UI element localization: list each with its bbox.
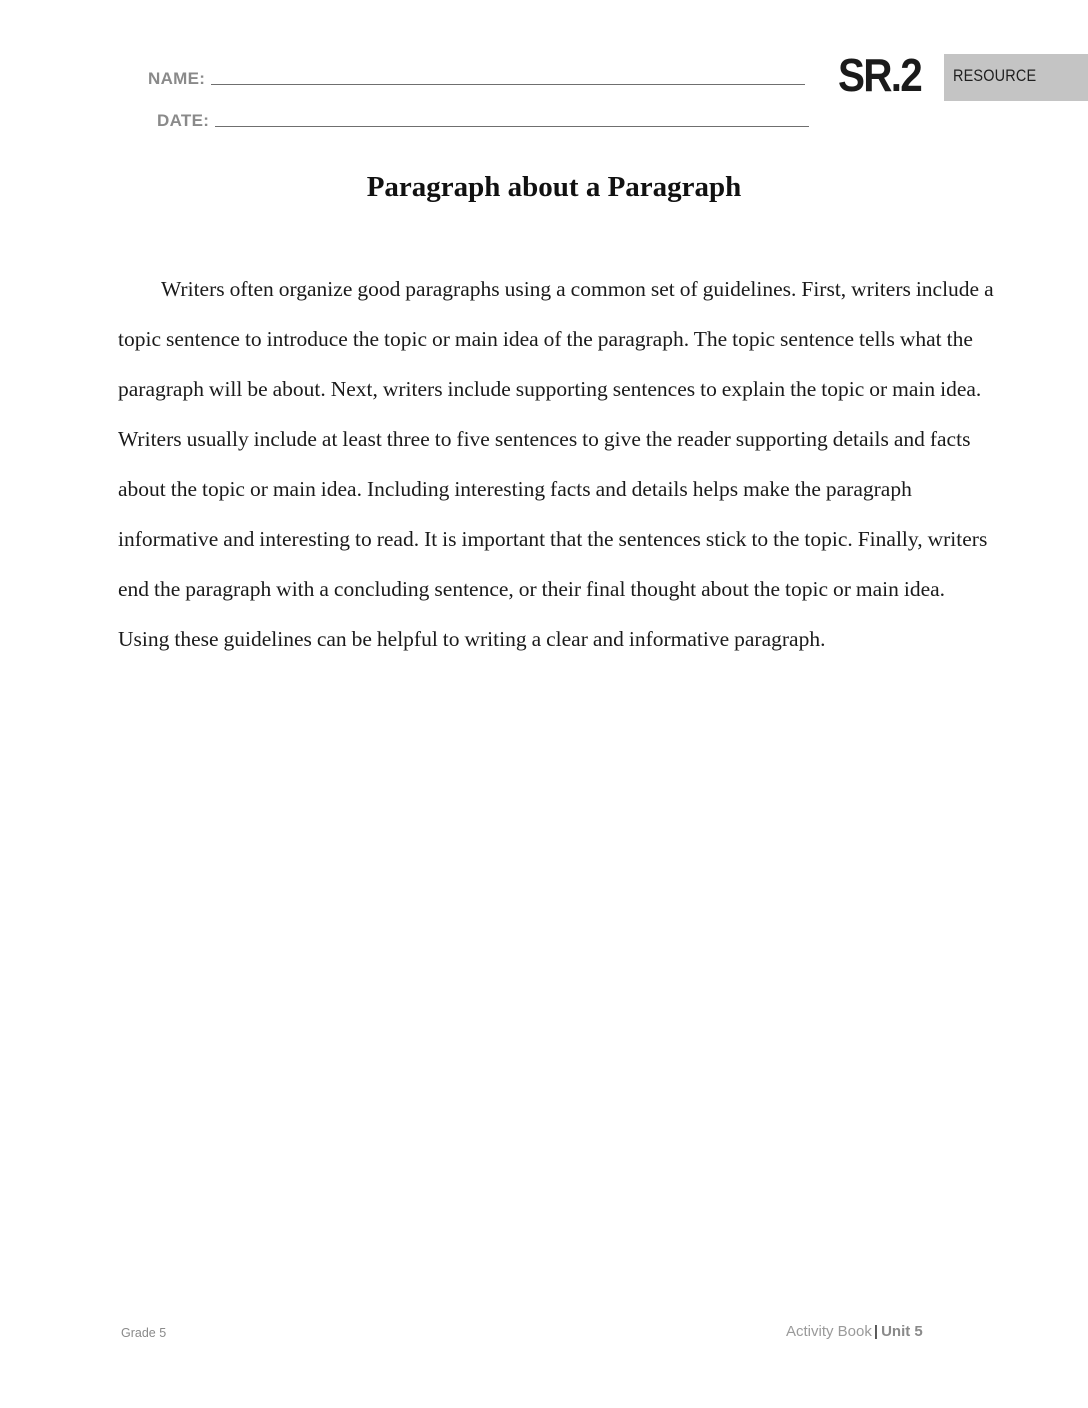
name-line[interactable] [211,84,805,85]
body-paragraph: Writers often organize good paragraphs using a common set of guidelines. First, writers include a topic sentence to introduce the topic or main idea of the paragraph. The topic sentence tells what the paragraph will be about. Next, writers include supporting sentences to explain the topic or main idea. Writers usually include at least three to five sentences to give the reader supporting details and facts about the topic or main idea. Including interesting facts and details helps make the paragraph informative and interesting to read. It is important that the sentences stick to the topic. Finally, writers end the paragraph with a concluding sentence, or their final thought about the topic or main idea. Using these guidelines can be helpful to writing a clear and informative paragraph. [118,277,994,651]
footer-unit: Unit 5 [881,1323,923,1340]
page-title: Paragraph about a Paragraph [366,171,742,203]
date-line[interactable] [215,126,809,127]
date-label: DATE: [157,111,210,130]
name-field [148,70,805,87]
footer-book-info [786,1323,923,1340]
date-field [157,112,809,129]
footer-grade: Grade 5 [121,1326,167,1340]
footer-separator: | [873,1323,879,1340]
resource-tab [944,54,1088,101]
name-label: NAME: [148,69,206,88]
resource-code: SR.2 [838,49,921,101]
resource-tab-label: RESOURCE [953,65,1037,85]
footer-book-title: Activity Book [786,1323,872,1340]
